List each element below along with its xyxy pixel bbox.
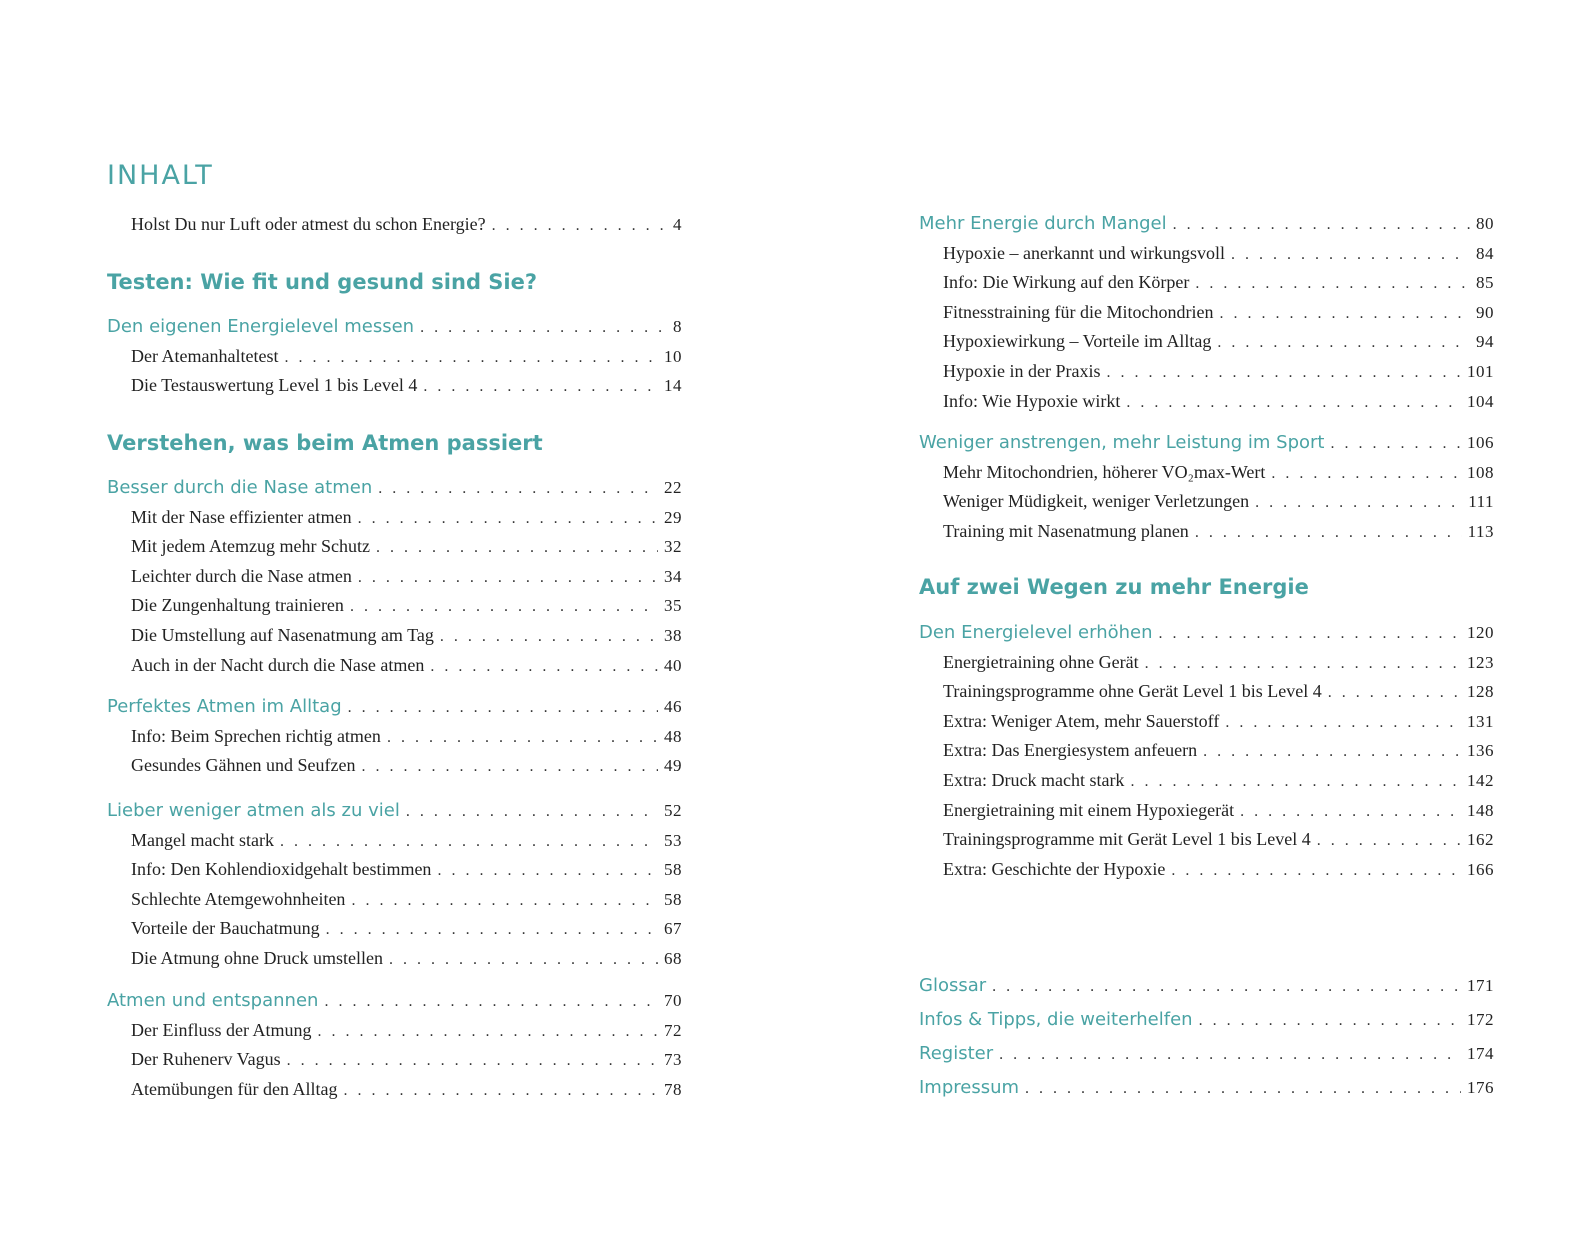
entry-title: Energietraining ohne Gerät [943, 651, 1139, 672]
leader-dots [284, 349, 658, 367]
leader-dots [1145, 655, 1461, 673]
part-heading: Testen: Wie fit und gesund sind Sie? [107, 270, 538, 294]
leader-dots [387, 729, 658, 747]
entry-page: 10 [664, 346, 682, 366]
leader-dots [351, 892, 658, 910]
toc-entry[interactable] [919, 302, 1494, 332]
entry-page: 34 [664, 566, 682, 586]
entry-title: Extra: Weniger Atem, mehr Sauerstoff [943, 710, 1220, 731]
toc-backmatter[interactable] [919, 1009, 1494, 1043]
chapter-block [107, 990, 682, 1108]
toc-entry[interactable] [107, 1049, 682, 1079]
entry-title: Auch in der Nacht durch die Nase atmen [131, 654, 425, 675]
leader-dots [1217, 334, 1470, 352]
entry-title: Info: Wie Hypoxie wirkt [943, 390, 1121, 411]
leader-dots [350, 598, 658, 616]
entry-title: Hypoxie – anerkannt und wirkungsvoll [943, 242, 1225, 263]
leader-dots [348, 699, 658, 717]
chapter-page: 106 [1467, 433, 1494, 452]
entry-title: Holst Du nur Luft oder atmest du schon Energie? [131, 214, 486, 234]
entry-title: Hypoxiewirkung – Vorteile im Alltag [943, 331, 1212, 352]
entry-page: 84 [1476, 243, 1494, 263]
toc-entry[interactable] [919, 491, 1494, 521]
chapter-block [919, 432, 1494, 550]
toc-entry[interactable] [919, 391, 1494, 421]
entry-page: 90 [1476, 302, 1494, 322]
leader-dots [324, 993, 658, 1011]
entry-page: 111 [1468, 492, 1494, 512]
toc-entry[interactable] [107, 625, 682, 655]
toc-entry[interactable] [107, 655, 682, 685]
toc-entry[interactable] [919, 652, 1494, 682]
toc-entry[interactable] [919, 770, 1494, 800]
backmatter-title: Infos & Tipps, die weiterhelfen [919, 1009, 1193, 1030]
entry-page: 148 [1467, 800, 1494, 820]
leader-dots [1126, 394, 1461, 412]
chapter-page: 120 [1467, 623, 1494, 642]
leader-dots [999, 1046, 1461, 1064]
toc-chapter[interactable] [107, 800, 682, 830]
entry-title: Die Atmung ohne Druck umstellen [131, 947, 383, 968]
entry-title: Trainingsprogramme ohne Gerät Level 1 bis Level 4 [943, 681, 1322, 702]
leader-dots [1225, 714, 1461, 732]
leader-dots [1199, 1012, 1461, 1030]
leader-dots [1255, 494, 1462, 512]
leader-dots [1317, 832, 1461, 850]
toc-entry[interactable] [107, 830, 682, 860]
entry-title: Gesundes Gähnen und Seufzen [131, 755, 356, 776]
entry-title: Weniger Müdigkeit, weniger Verletzungen [943, 491, 1250, 512]
entry-page: 14 [664, 376, 682, 396]
toc-chapter[interactable] [107, 477, 682, 507]
entry-title: Atemübungen für den Alltag [131, 1078, 338, 1099]
chapter-page: 22 [664, 478, 682, 497]
entry-title: Die Testauswertung Level 1 bis Level 4 [131, 375, 418, 396]
toc-entry[interactable] [919, 361, 1494, 391]
toc-chapter[interactable] [919, 432, 1494, 462]
entry-page: 49 [664, 756, 682, 776]
entry-page: 128 [1467, 682, 1494, 702]
entry-page: 113 [1467, 521, 1494, 541]
entry-title: Info: Die Wirkung auf den Körper [943, 272, 1190, 293]
toc-entry[interactable] [107, 214, 682, 244]
entry-title: Mit der Nase effizienter atmen [131, 506, 352, 527]
toc-entry[interactable] [107, 566, 682, 596]
entry-page: 32 [664, 537, 682, 557]
leader-dots [1231, 246, 1470, 264]
entry-page: 72 [664, 1020, 682, 1040]
entry-page: 136 [1467, 741, 1494, 761]
entry-title: Extra: Druck macht stark [943, 769, 1125, 790]
chapter-page: 46 [664, 697, 682, 716]
entry-page: 94 [1476, 332, 1494, 352]
entry-title: Der Atemanhaltetest [131, 345, 279, 366]
toc-entry[interactable] [107, 346, 682, 376]
toc-entry[interactable] [919, 859, 1494, 889]
leader-dots [1195, 275, 1470, 293]
leader-dots [1203, 743, 1461, 761]
leader-dots [1159, 625, 1462, 643]
part-heading: Verstehen, was beim Atmen passiert [107, 431, 543, 455]
entry-page: 38 [664, 625, 682, 645]
entry-title: Mehr Mitochondrien, höherer VO₂max-Wert [943, 461, 1266, 482]
entry-page: 40 [664, 655, 682, 675]
toc-chapter[interactable] [107, 990, 682, 1020]
chapter-page: 70 [664, 991, 682, 1010]
entry-page: 85 [1476, 273, 1494, 293]
chapter-block [919, 622, 1494, 888]
entry-title: Die Zungenhaltung trainieren [131, 595, 344, 616]
chapter-page: 80 [1476, 214, 1494, 233]
toc-entry[interactable] [919, 740, 1494, 770]
entry-title: Info: Den Kohlendioxidgehalt bestimmen [131, 859, 432, 880]
entry-page: 73 [664, 1050, 682, 1070]
backmatter-title: Register [919, 1043, 994, 1064]
chapter-title: Weniger anstrengen, mehr Leistung im Sport [919, 432, 1325, 453]
chapter-title: Mehr Energie durch Mangel [919, 213, 1167, 234]
leader-dots [437, 862, 658, 880]
backmatter-title: Impressum [919, 1077, 1020, 1098]
toc-entry[interactable] [919, 331, 1494, 361]
toc-chapter[interactable] [107, 696, 682, 726]
toc-chapter[interactable] [919, 622, 1494, 652]
entry-page: 67 [664, 919, 682, 939]
leader-dots [430, 658, 658, 676]
entry-title: Der Einfluss der Atmung [131, 1019, 312, 1040]
entry-page: 166 [1467, 859, 1494, 879]
leader-dots [406, 803, 658, 821]
chapter-block [107, 800, 682, 978]
chapter-title: Besser durch die Nase atmen [107, 477, 373, 498]
toc-entry[interactable] [919, 272, 1494, 302]
leader-dots [492, 217, 667, 235]
toc-entry[interactable] [919, 711, 1494, 741]
leader-dots [1271, 465, 1461, 483]
entry-title: Energietraining mit einem Hypoxiegerät [943, 799, 1235, 820]
toc-entry[interactable] [107, 595, 682, 625]
backmatter-page: 174 [1467, 1044, 1494, 1063]
leader-dots [1130, 773, 1461, 791]
leader-dots [420, 319, 667, 337]
toc-entry[interactable] [919, 829, 1494, 859]
entry-title: Fitnesstraining für die Mitochondrien [943, 301, 1214, 322]
toc-entry[interactable] [107, 1020, 682, 1050]
toc-chapter[interactable] [107, 316, 682, 346]
toc-entry[interactable] [107, 1079, 682, 1109]
entry-page: 48 [664, 726, 682, 746]
entry-title: Extra: Das Energiesystem anfeuern [943, 740, 1198, 761]
leader-dots [378, 480, 658, 498]
entry-page: 162 [1467, 830, 1494, 850]
entry-title: Vorteile der Bauchatmung [131, 918, 320, 939]
entry-title: Extra: Geschichte der Hypoxie [943, 858, 1166, 879]
entry-title: Leichter durch die Nase atmen [131, 565, 352, 586]
leader-dots [389, 951, 658, 969]
leader-dots [358, 569, 658, 587]
backmatter-page: 176 [1467, 1078, 1494, 1097]
leader-dots [1173, 216, 1470, 234]
chapter-block [107, 477, 682, 684]
backmatter-block [919, 975, 1494, 1111]
entry-title: Training mit Nasenatmung planen [943, 520, 1189, 541]
leader-dots [326, 921, 658, 939]
entry-title: Mit jedem Atemzug mehr Schutz [131, 536, 370, 557]
leader-dots [440, 628, 658, 646]
entry-title: Die Umstellung auf Nasenatmung am Tag [131, 624, 434, 645]
toc-backmatter[interactable] [919, 1043, 1494, 1077]
leader-dots [376, 539, 658, 557]
entry-title: Trainingsprogramme mit Gerät Level 1 bis Level 4 [943, 829, 1311, 850]
chapter-title: Perfektes Atmen im Alltag [107, 696, 342, 717]
part-heading: Auf zwei Wegen zu mehr Energie [919, 575, 1309, 599]
leader-dots [992, 978, 1461, 996]
toc-entry[interactable] [919, 800, 1494, 830]
leader-dots [343, 1082, 658, 1100]
toc-backmatter[interactable] [919, 975, 1494, 1009]
toc-entry[interactable] [919, 243, 1494, 273]
toc-entry[interactable] [107, 859, 682, 889]
toc-entry[interactable] [919, 681, 1494, 711]
leader-dots [361, 758, 658, 776]
leader-dots [1219, 305, 1470, 323]
toc-entry[interactable] [107, 755, 682, 785]
toc-entry[interactable] [107, 948, 682, 978]
toc-entry[interactable] [107, 375, 682, 405]
toc-entry[interactable] [107, 889, 682, 919]
toc-entry[interactable] [107, 918, 682, 948]
entry-title: Mangel macht stark [131, 829, 274, 850]
toc-chapter[interactable] [919, 213, 1494, 243]
leader-dots [1171, 862, 1461, 880]
chapter-title: Lieber weniger atmen als zu viel [107, 800, 400, 821]
entry-page: 35 [664, 596, 682, 616]
chapter-title: Atmen und entspannen [107, 990, 319, 1011]
entry-page: 104 [1467, 391, 1494, 411]
entry-page: 131 [1467, 711, 1494, 731]
entry-title: Hypoxie in der Praxis [943, 360, 1101, 381]
backmatter-page: 171 [1467, 976, 1494, 995]
leader-dots [358, 510, 658, 528]
entry-page: 4 [673, 215, 682, 234]
chapter-block [107, 316, 682, 405]
leader-dots [280, 833, 658, 851]
entry-page: 142 [1467, 770, 1494, 790]
entry-page: 58 [664, 860, 682, 880]
chapter-block [107, 696, 682, 785]
toc-entry[interactable] [919, 462, 1494, 492]
entry-page: 78 [664, 1079, 682, 1099]
entry-title: Der Ruhenerv Vagus [131, 1049, 281, 1070]
toc-entry[interactable] [107, 536, 682, 566]
toc-backmatter[interactable] [919, 1077, 1494, 1111]
leader-dots [1025, 1080, 1461, 1098]
leader-dots [1240, 803, 1461, 821]
toc-entry[interactable] [919, 521, 1494, 551]
leader-dots [1328, 684, 1461, 702]
entry-page: 68 [664, 948, 682, 968]
entry-page: 53 [664, 830, 682, 850]
leader-dots [287, 1052, 658, 1070]
toc-entry[interactable] [107, 507, 682, 537]
entry-page: 123 [1467, 652, 1494, 672]
entry-page: 101 [1467, 361, 1494, 381]
leader-dots [1106, 364, 1461, 382]
entry-page: 29 [664, 507, 682, 527]
leader-dots [1330, 435, 1461, 453]
intro-block [107, 214, 682, 244]
chapter-title: Den Energielevel erhöhen [919, 622, 1153, 643]
entry-page: 108 [1467, 462, 1494, 482]
page-title: INHALT [107, 160, 214, 191]
entry-page: 58 [664, 889, 682, 909]
leader-dots [317, 1023, 658, 1041]
toc-entry[interactable] [107, 726, 682, 756]
leader-dots [1195, 524, 1462, 542]
chapter-page: 8 [673, 317, 682, 336]
chapter-page: 52 [664, 801, 682, 820]
chapter-block [919, 213, 1494, 420]
backmatter-page: 172 [1467, 1010, 1494, 1029]
entry-title: Info: Beim Sprechen richtig atmen [131, 725, 381, 746]
chapter-title: Den eigenen Energielevel messen [107, 316, 415, 337]
backmatter-title: Glossar [919, 975, 987, 996]
entry-title: Schlechte Atemgewohnheiten [131, 888, 346, 909]
leader-dots [423, 378, 658, 396]
